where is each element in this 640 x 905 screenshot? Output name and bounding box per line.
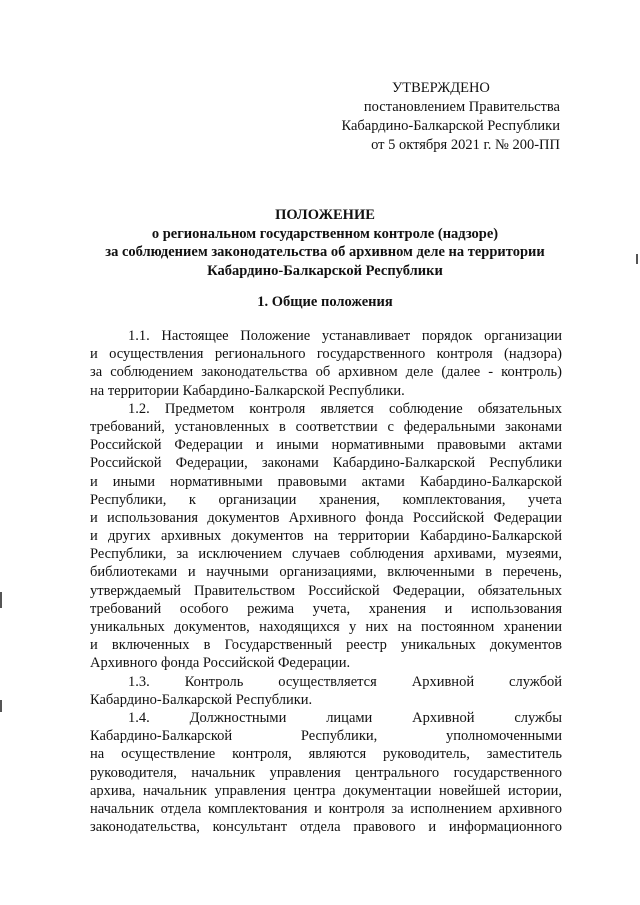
text-line: 1.1. Настоящее Положение устанавливает порядок организации bbox=[128, 328, 562, 344]
approval-stamp bbox=[300, 79, 560, 155]
text-line: законодательства, консультант отдела правового и информационного bbox=[90, 819, 562, 836]
text-line: библиотеками и научными организациями, включенными в перечень, bbox=[90, 564, 562, 581]
section-heading: 1. Общие положения bbox=[257, 294, 393, 310]
approval-line: Кабардино-Балкарской Республики bbox=[341, 118, 560, 134]
text-line: Архивного фонда Российской Федерации. bbox=[90, 655, 351, 672]
text-line: и других архивных документов на территории Кабардино-Балкарской bbox=[90, 528, 562, 545]
title-line: Кабардино-Балкарской Республики bbox=[207, 262, 443, 279]
text-line: на осуществление контроля, являются руководитель, заместитель bbox=[90, 746, 562, 763]
approval-line: постановлением Правительства bbox=[363, 99, 560, 115]
approval-date: от 5 октября 2021 г. № 200-ПП bbox=[371, 137, 560, 153]
text-line: 1.2. Предметом контроля является соблюдение обязательных bbox=[128, 400, 562, 417]
text-line: Российской Федерации и иными нормативными правовыми актами bbox=[90, 437, 562, 454]
scan-margin-mark bbox=[0, 700, 2, 712]
approval-heading: УТВЕРЖДЕНО bbox=[392, 80, 490, 96]
body-text bbox=[90, 327, 562, 836]
title-heading: ПОЛОЖЕНИЕ bbox=[275, 207, 375, 223]
text-line: на территории Кабардино-Балкарской Республики. bbox=[90, 382, 405, 399]
document-title bbox=[88, 206, 562, 280]
text-line: руководителя, начальник управления центрального государственного bbox=[90, 764, 562, 781]
text-line: за соблюдением законодательства об архивном деле (далее - контроль) bbox=[90, 364, 562, 381]
text-line: и использования документов Архивного фонда Российской Федерации bbox=[90, 509, 562, 526]
text-line: утверждаемый Правительством Российской Федерации, обязательных bbox=[90, 582, 562, 599]
text-line: требований особого режима учета, хранения и использования bbox=[90, 600, 562, 617]
text-line: 1.4. Должностными лицами Архивной службы bbox=[128, 709, 562, 726]
scan-margin-mark bbox=[0, 592, 2, 608]
text-line: и осуществления регионального государственного контроля (надзора) bbox=[90, 346, 562, 363]
text-line: Российской Федерации, законами Кабардино-Балкарской Республики bbox=[90, 455, 562, 472]
text-line: и включенных в Государственный реестр уникальных документов bbox=[90, 637, 562, 654]
text-line: Кабардино-Балкарской Республики. bbox=[90, 691, 313, 708]
text-line: 1.3. Контроль осуществляется Архивной службой bbox=[128, 673, 562, 690]
text-line: Республики, за исключением случаев соблюдения архивами, музеями, bbox=[90, 546, 562, 563]
text-line: Республики, к организации хранения, комплектования, учета bbox=[90, 491, 562, 508]
title-line: за соблюдением законодательства об архивном деле на территории bbox=[105, 244, 545, 260]
text-line: Кабардино-Балкарской Республики, уполномоченными bbox=[90, 728, 562, 745]
title-line: о региональном государственном контроле (надзоре) bbox=[151, 225, 499, 242]
text-line: архива, начальник управления центра документации новейшей истории, bbox=[90, 782, 562, 799]
text-line: начальник отдела комплектования и контроля за исполнением архивного bbox=[90, 800, 562, 817]
text-line: уникальных документов, находящихся у них на постоянном хранении bbox=[90, 619, 562, 635]
text-line: требований, установленных в соответствии с федеральными законами bbox=[90, 418, 562, 435]
text-line: и иными нормативными правовыми актами Кабардино-Балкарской bbox=[90, 473, 562, 490]
scan-margin-mark bbox=[636, 254, 638, 264]
